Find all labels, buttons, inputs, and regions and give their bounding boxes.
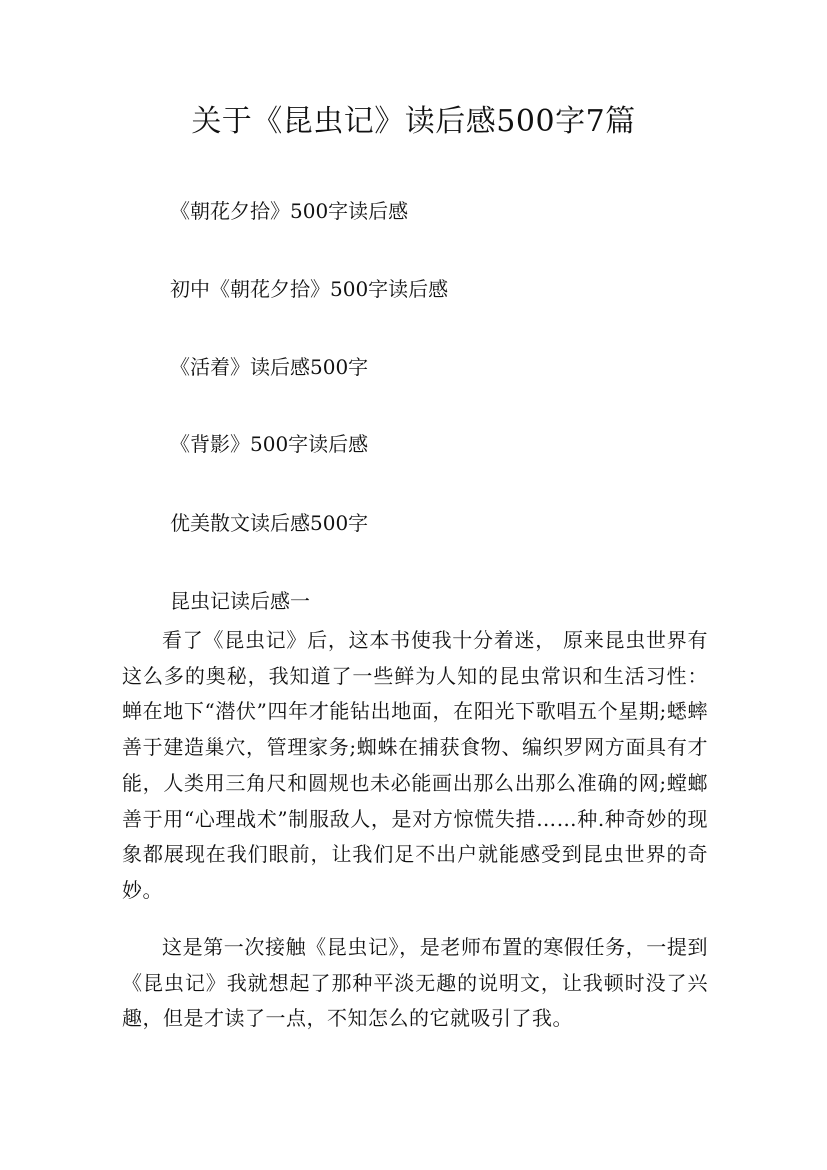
body-paragraph-2: 这是第一次接触《昆虫记》，是老师布置的寒假任务，一提到《昆虫记》我就想起了那种平淡无趣的说明文，让我顿时没了兴趣，但是才读了一点，不知怎么的它就吸引了我。 [122,935,708,1031]
body-paragraph-1: 看了《昆虫记》后，这本书使我十分着迷， 原来昆虫世界有这么多的奥秘，我知道了一些鲜为人知的昆虫常识和生活习性：蝉在地下“潜伏”四年才能钻出地面，在阳光下歌唱五个星期;蟋蟀善于建造巢穴，管理家务;蜘蛛在捕获食物、编织罗网方面具有才能，人类用三角尺和圆规也未必能画出那么出那么准确的网;螳螂善于用“心理战术”制服敌人，是对方惊慌失措……种.种奇妙的现象都展现在我们眼前，让我们足不出户就能感受到昆虫世界的奇妙。 [122,628,708,902]
related-link-2[interactable]: 初中《朝花夕拾》500字读后感 [170,277,449,301]
related-link-4[interactable]: 《背影》500字读后感 [170,432,369,456]
section-heading: 昆虫记读后感一 [170,589,310,613]
related-link-3[interactable]: 《活着》读后感500字 [170,355,369,379]
related-link-5[interactable]: 优美散文读后感500字 [170,511,369,535]
document-title: 关于《昆虫记》读后感500字7篇 [191,104,636,139]
related-link-1[interactable]: 《朝花夕拾》500字读后感 [170,199,409,223]
